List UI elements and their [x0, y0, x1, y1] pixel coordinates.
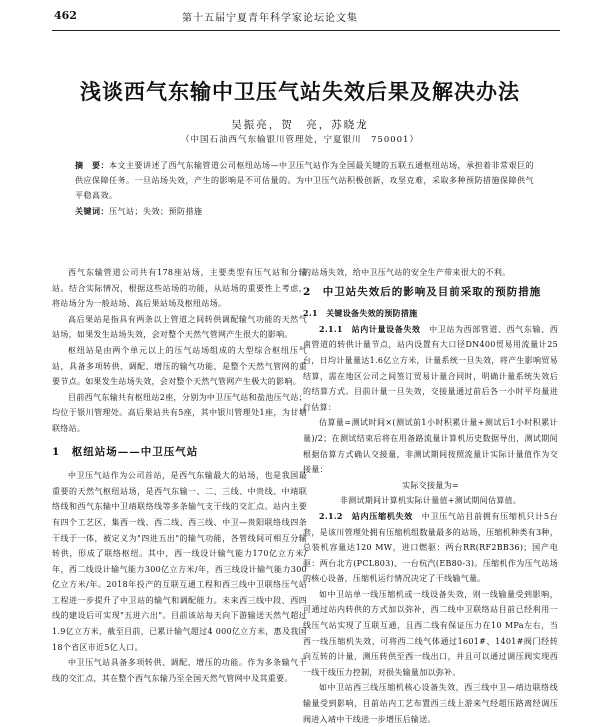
paragraph: 目前西气东输共有枢纽站2座，分别为中卫压气站和盐池压气站；均位于银川管理处。高后果站共有5座，其中银川管理处1座，为甘塘联络站。: [52, 392, 307, 433]
abstract: [75, 158, 535, 203]
paragraph: 2.1.2 站内压缩机失效 中卫压气站目前拥有压缩机只计5台套，是该川管理处拥有压缩机组数量最多的站场，压缩机种类有3种，总装机容量达120 MW，进口燃驱：两台RR(RF2BB36)；国产电驱：两台北方(PCL803)、一台杭汽(EB80-3)。压缩机作为压气站场的核心设备，压缩机运行情况决定了干线输气量。: [303, 510, 558, 584]
paragraph: 高后果站是指具有两条以上管道之间转供调配输气功能的天然气站场，如果发生站场失效，会对整个天然气管网产生很大的影响。: [52, 314, 307, 340]
formula: 实际交接量为=: [402, 480, 459, 490]
page-number: 462: [54, 9, 77, 22]
keywords-text: 压气站；失效；预防措施: [109, 207, 203, 216]
running-head: 第十五届宁夏青年科学家论坛论文集: [182, 13, 358, 24]
left-column: [52, 265, 307, 686]
affiliation: （中国石油西气东输银川管理处，宁夏银川 750001）: [181, 135, 419, 145]
paragraph: 如中卫站单一线压缩机或一线设备失效，则一线输量受到影响，可通过站内转供的方式加以弥补，西二线中卫联络站目前已经利用一线压气站实现了互联互通，且西二线有保证压力在10 MPa左右，当西一线压缩机失效，可将西二线气体通过1601#、1401#阀门经转向互转的计量，测压转供至西一线出口，并且可以通过调压阀实现西一线干线压力控制，对损失输量加以弥补。: [303, 589, 558, 677]
right-column: [303, 265, 558, 727]
subsection-label: 2.1.2 站内压缩机失效: [319, 510, 413, 521]
abstract-label: 摘 要：: [75, 160, 109, 170]
keywords-label: 关键词：: [75, 206, 109, 216]
formula: 非测试期间计算机实际计量值+测试期间估算值。: [339, 496, 522, 506]
section-heading: 1 枢纽站场——中卫压气站: [52, 445, 199, 458]
paragraph: 如中卫站西三线压缩机核心设备失效，西三线中卫—靖边联络线输量受到影响，目前站内工艺布置西三线上游来气经超压路离经调压阀进入靖中干线进一步增压后输送。: [303, 683, 558, 724]
keywords: [75, 206, 535, 217]
paragraph: 中卫压气站作为公司首站，是西气东输最大的站场，也是我国最重要的天然气枢纽站场，是西气东输一、二、三线、中贵线、中靖联络线和西气东输中卫靖联络线等多条输气支干线的交汇点。站内主要有四个工艺区，集西一线、西二线、西三线、中卫—贵阳联络线四条干线于一体，被定义为"四进五出"的输气功能，各管线间可相互分输转供，形成了联络枢纽。其中，西一线设计输气能力170亿立方米/年，西二线设计输气能力300亿立方米/年，西三线设计输气能力300亿立方米/年。2018年投产的互联互通工程和西三线中卫联络压气站工程进一步提升了中卫站的输气和调配能力。未来西三线中段、西四线的建设后可实现"五进六出"。目前该站每天向下游输送天然气超过1.9亿立方米，截至目前，已累计输气超过4 000亿立方米，惠及我国18个省区市近5亿人口。: [52, 471, 307, 652]
paper-title: 浅谈西气东输中卫压气站失效后果及解决办法: [80, 79, 520, 104]
authors: 吴振亮，贺 亮，苏晓龙: [231, 119, 369, 131]
abstract-text: 本文主要讲述了西气东输管道公司枢纽站场—中卫压气站作为全国最关键的五联五通枢纽站场，承担着非常艰巨的供应保障任务。一旦站场失效，产生的影响是不可估量的。为中卫压气站积极创新，攻坚克难，采取多种预防措施保障供气平稳高效。: [75, 161, 534, 200]
paragraph: 的站场失效，给中卫压气站的安全生产带来很大的不利。: [303, 268, 511, 277]
paragraph: 2.1.1 站内计量设备失效 中卫站为西部管道、西气东输、西南管道的转供计量节点，站内设置有大口径DN400贸易用流量计25台，日均计量量达1.6亿立方米，计量系统一旦失效，将产生影响贸易结算，需在地区公司之间签订贸易计量合同时，明确计量系统失效后的结算方式。目前计量一旦失效，交接量通过前后各一小时平均量进行估算：: [303, 323, 558, 412]
paragraph: 中卫压气站具备多项转供、调配、增压的功能。作为多条输气干线的交汇点，其在整个西气东输乃至全国天然气管网中及其重要。: [52, 658, 307, 683]
subsection-label: 2.1.1 站内计量设备失效: [319, 323, 421, 334]
page-header: [52, 0, 560, 31]
paragraph: 估算量=测试时间×(测试前1小时积累计量+测试后1小时积累计量)/2；在测试结束后将在用备路流量计算机历史数据导出，测试期间根据估算方式确认交接量，非测试期间按照流量计实际计量值作为交接量：: [303, 418, 558, 475]
paragraph: 西气东输管道公司共有178座站场，主要类型有压气站和分输站。结合实际情况，根据这些站场的功能，从站场的重要性上考虑，将站场分为一般站场、高后果站场及枢纽站场。: [52, 268, 307, 309]
subsection-heading: 2.1 关键设备失效的预防措施: [303, 308, 418, 319]
section-heading: 2 中卫站失效后的影响及目前采取的预防措施: [303, 285, 542, 298]
paragraph: 枢纽站是由两个单元以上的压气站场组成的大型综合枢纽压气站，具备多项转供、调配、增压的输气功能，是整个天然气管网的重要节点。如果发生站场失效，会对整个天然气管网产生极大的影响。: [52, 345, 307, 387]
